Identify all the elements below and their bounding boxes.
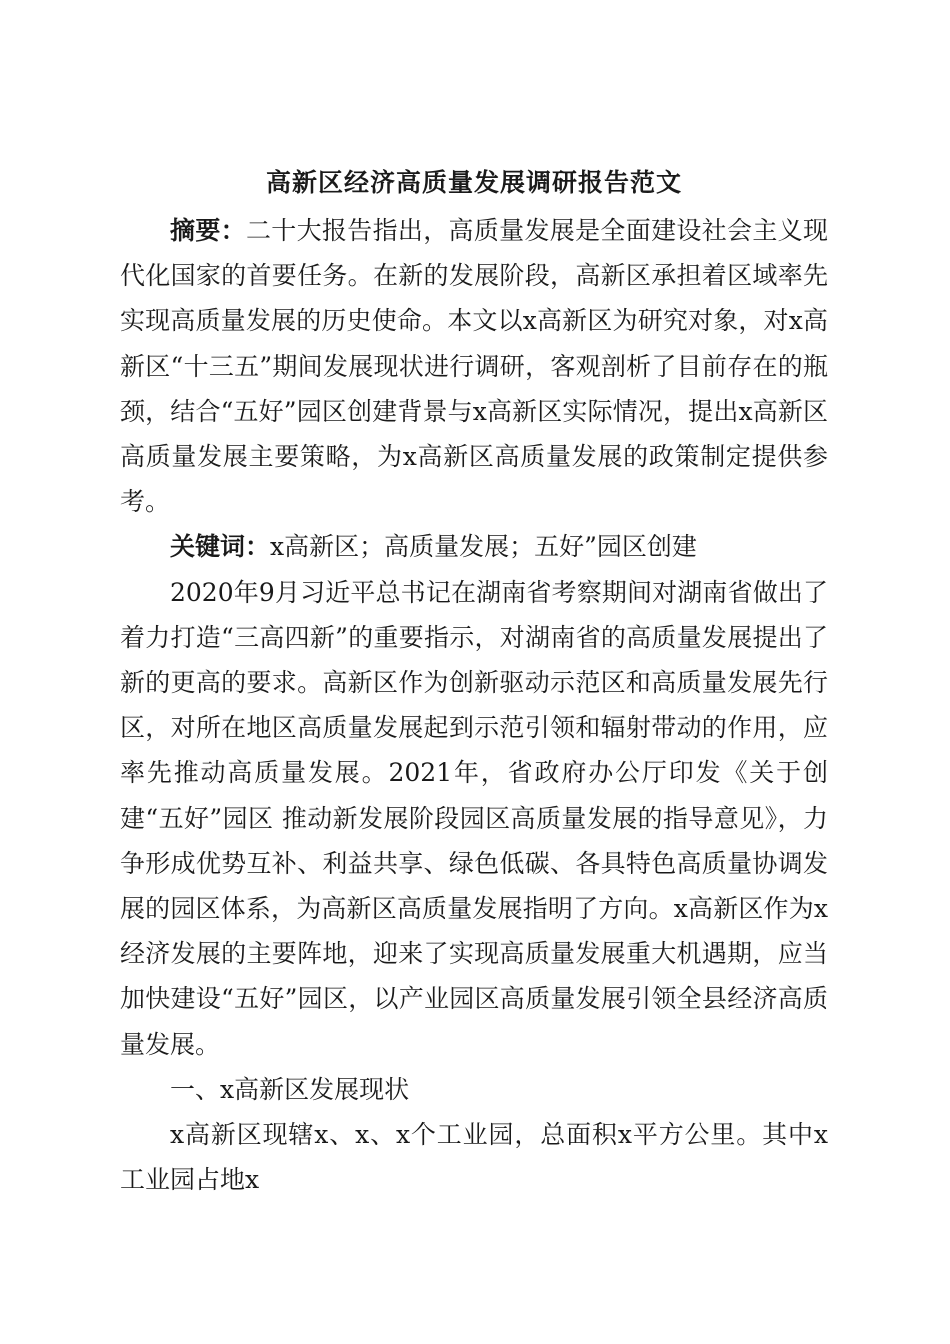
keywords-paragraph xyxy=(120,524,828,569)
document-title: 高新区经济高质量发展调研报告范文 xyxy=(265,168,682,197)
keywords-label: 关键词： xyxy=(170,532,271,562)
abstract-label: 摘要： xyxy=(170,216,246,245)
abstract-text: 二十大报告指出，高质量发展是全面建设社会主义现代化国家的首要任务。在新的发展阶段，高新区承担着区域率先实现高质量发展的历史使命。本文以x高新区为研究对象，对x高新区“十三五”期间发展现状进行调研，客观剖析了目前存在的瓶颈，结合“五好”园区创建背景与x高新区实际情况，提出x高新区高质量发展主要策略，为x高新区高质量发展的政策制定提供参考。 xyxy=(120,216,828,517)
section-heading: 一、x高新区发展现状 xyxy=(170,1074,410,1104)
abstract-paragraph xyxy=(120,208,828,524)
document-page xyxy=(120,160,828,1202)
body-paragraph: 2020年9月习近平总书记在湖南省考察期间对湖南省做出了着力打造“三高四新”的重要指示，对湖南省的高质量发展提出了新的更高的要求。高新区作为创新驱动示范区和高质量发展先行区，对所在地区高质量发展起到示范引领和辐射带动的作用，应率先推动高质量发展。2021年，省政府办公厅印发《关于创建“五好”园区 推动新发展阶段园区高质量发展的指导意见》，力争形成优势互补、利益共享、绿色低碳、各具特色高质量协调发展的园区体系，为高新区高质量发展指明了方向。x高新区作为x经济发展的主要阵地，迎来了实现高质量发展重大机遇期，应当加快建设“五好”园区，以产业园区高质量发展引领全县经济高质量发展。 xyxy=(120,577,828,1059)
keywords-text: x高新区；高质量发展；五好”园区创建 xyxy=(270,532,697,562)
section-paragraph: x高新区现辖x、x、x个工业园，总面积x平方公里。其中x工业园占地x xyxy=(120,1120,828,1195)
